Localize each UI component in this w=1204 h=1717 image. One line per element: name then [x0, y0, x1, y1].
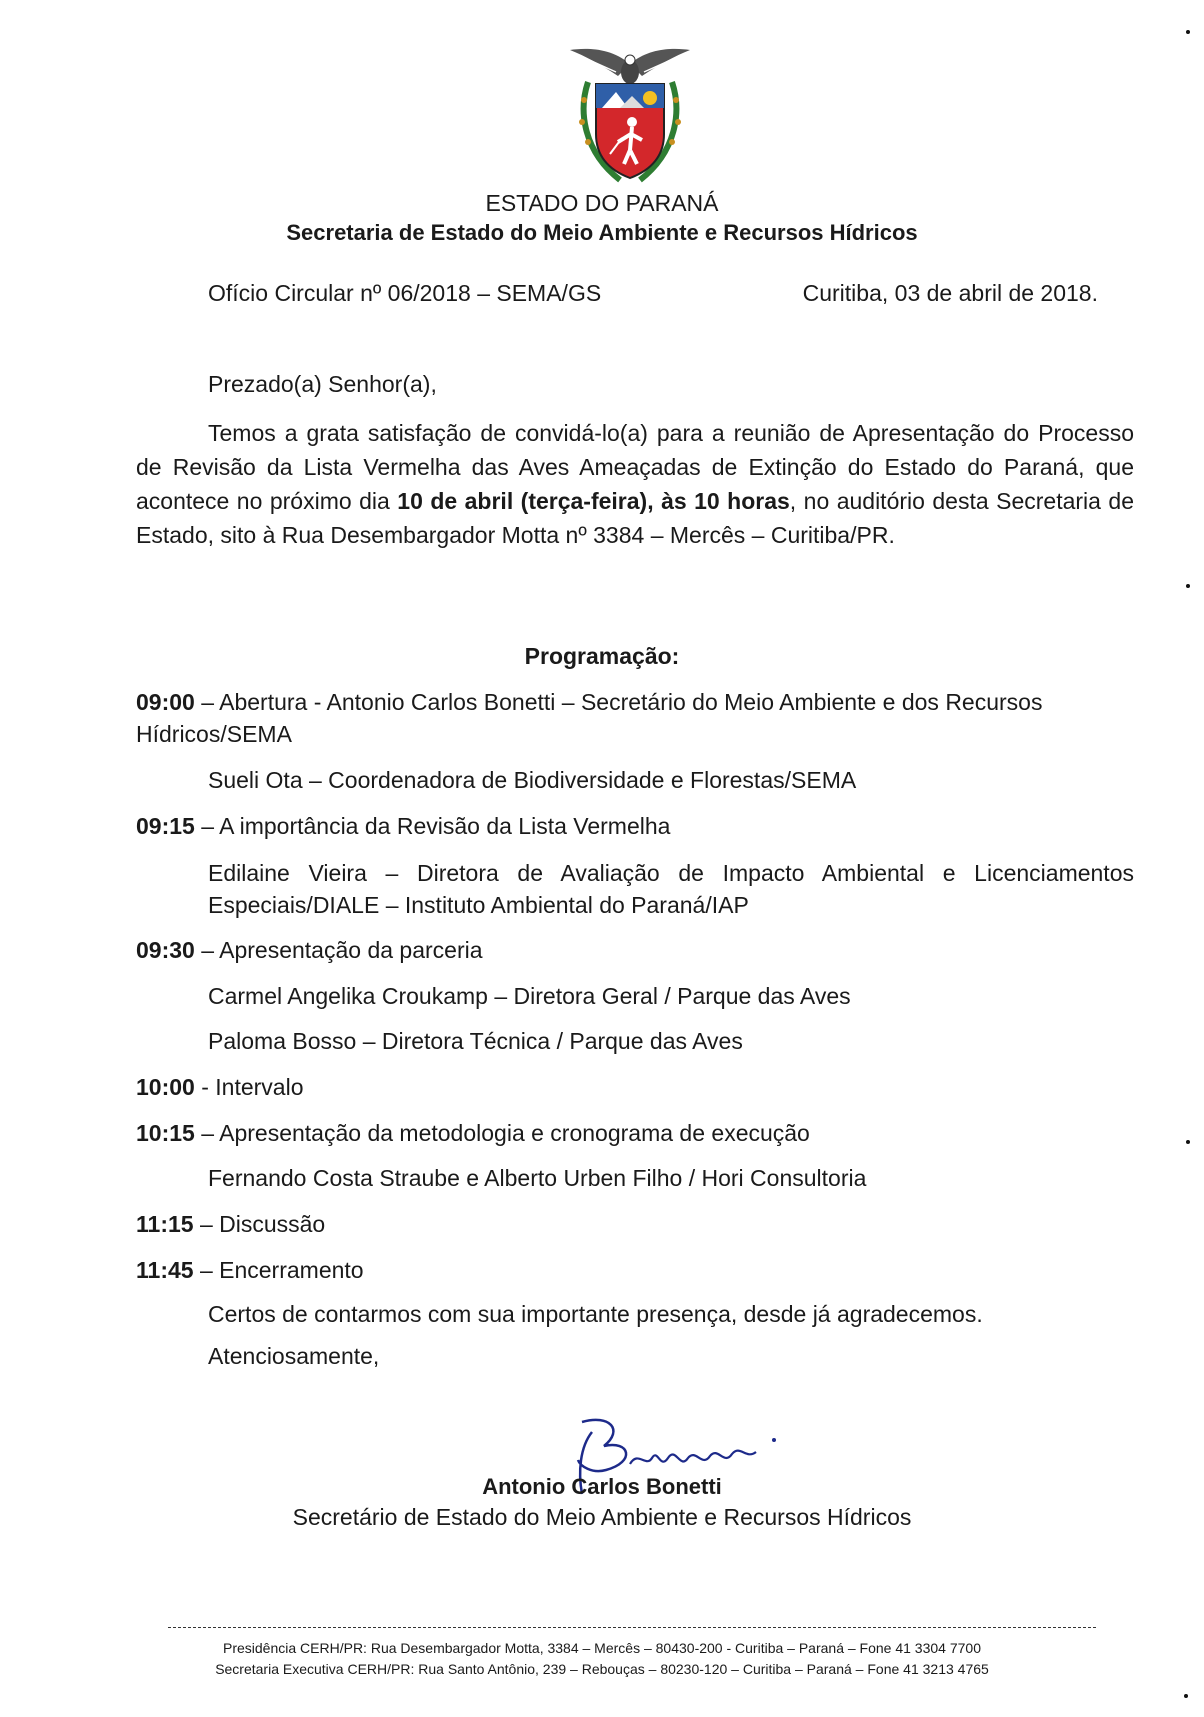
scan-speck	[1184, 1694, 1188, 1698]
program-text: – Discussão	[193, 1211, 326, 1237]
program-text: – Abertura - Antonio Carlos Bonetti – Secretário do Meio Ambiente e dos Recursos Hídricos/SEMA	[136, 689, 1043, 747]
invitation-date-time: 10 de abril (terça-feira), às 10 horas	[397, 488, 790, 514]
program-time: 11:45	[136, 1257, 194, 1283]
program-item	[136, 1254, 1134, 1286]
parana-coat-of-arms-icon	[570, 42, 690, 192]
program-text: – Encerramento	[193, 1257, 364, 1283]
program-speaker: Fernando Costa Straube e Alberto Urben Filho / Hori Consultoria	[208, 1165, 867, 1191]
scan-speck	[1186, 584, 1190, 588]
department-name: Secretaria de Estado do Meio Ambiente e Recursos Hídricos	[286, 220, 918, 245]
footer-line-secretariat: Secretaria Executiva CERH/PR: Rua Santo Antônio, 239 – Rebouças – 80230-120 – Curitiba – Paraná – Fone 41 3213 4765	[215, 1661, 989, 1677]
document-reference: Ofício Circular nº 06/2018 – SEMA/GS	[208, 280, 602, 306]
scan-speck	[1186, 1140, 1190, 1144]
footer-divider	[168, 1627, 1096, 1628]
footer-line-presidency: Presidência CERH/PR: Rua Desembargador Motta, 3384 – Mercês – 80430-200 - Curitiba – Paraná – Fone 41 3304 7700	[223, 1640, 981, 1656]
program-time: 09:30	[136, 937, 195, 963]
program-title: Programação:	[524, 643, 680, 669]
program-item	[136, 1117, 1134, 1149]
scan-speck	[1186, 30, 1190, 34]
program-item	[136, 686, 1134, 750]
program-item	[136, 934, 1134, 966]
program-item	[136, 810, 1134, 842]
program-text: - Intervalo	[194, 1074, 304, 1100]
program-time: 11:15	[136, 1211, 194, 1237]
program-text: – A importância da Revisão da Lista Vermelha	[194, 813, 671, 839]
program-text: – Apresentação da parceria	[194, 937, 483, 963]
program-speaker: Paloma Bosso – Diretora Técnica / Parque das Aves	[208, 1028, 743, 1054]
program-item	[136, 1208, 1134, 1240]
program-speaker: Carmel Angelika Croukamp – Diretora Geral / Parque das Aves	[208, 983, 851, 1009]
invitation-text-start: Temos a grata satisfação de convidá-lo(a) para a reunião de Apresentação do Processo de Revisão da Lista Vermelha das Aves Ameaçadas de Extinção do Estado do Paraná, que acontece no próximo dia	[136, 420, 1134, 514]
program-speaker: Edilaine Vieira – Diretora de Avaliação de Impacto Ambiental e Licenciamentos Especiais/DIALE – Instituto Ambiental do Paraná/IAP	[208, 860, 1134, 918]
program-time: 10:15	[136, 1120, 195, 1146]
signer-name: Antonio Carlos Bonetti	[482, 1474, 722, 1499]
program-time: 09:15	[136, 813, 195, 839]
program-text: – Apresentação da metodologia e cronograma de execução	[194, 1120, 810, 1146]
closing-thanks: Certos de contarmos com sua importante presença, desde já agradecemos.	[208, 1301, 983, 1327]
program-time: 09:00	[136, 689, 195, 715]
program-item	[136, 1071, 1134, 1103]
signer-title: Secretário de Estado do Meio Ambiente e Recursos Hídricos	[292, 1504, 912, 1530]
state-name: ESTADO DO PARANÁ	[485, 190, 719, 216]
program-time: 10:00	[136, 1074, 195, 1100]
program-speaker: Sueli Ota – Coordenadora de Biodiversidade e Florestas/SEMA	[208, 767, 857, 793]
invitation-text-end: , no auditório desta Secretaria de Estado, sito à Rua Desembargador Motta nº 3384 – Mercês – Curitiba/PR.	[136, 488, 1134, 548]
salutation: Prezado(a) Senhor(a),	[208, 371, 437, 397]
place-and-date: Curitiba, 03 de abril de 2018.	[802, 280, 1098, 306]
closing-regards: Atenciosamente,	[208, 1343, 380, 1369]
invitation-paragraph	[136, 416, 1134, 552]
